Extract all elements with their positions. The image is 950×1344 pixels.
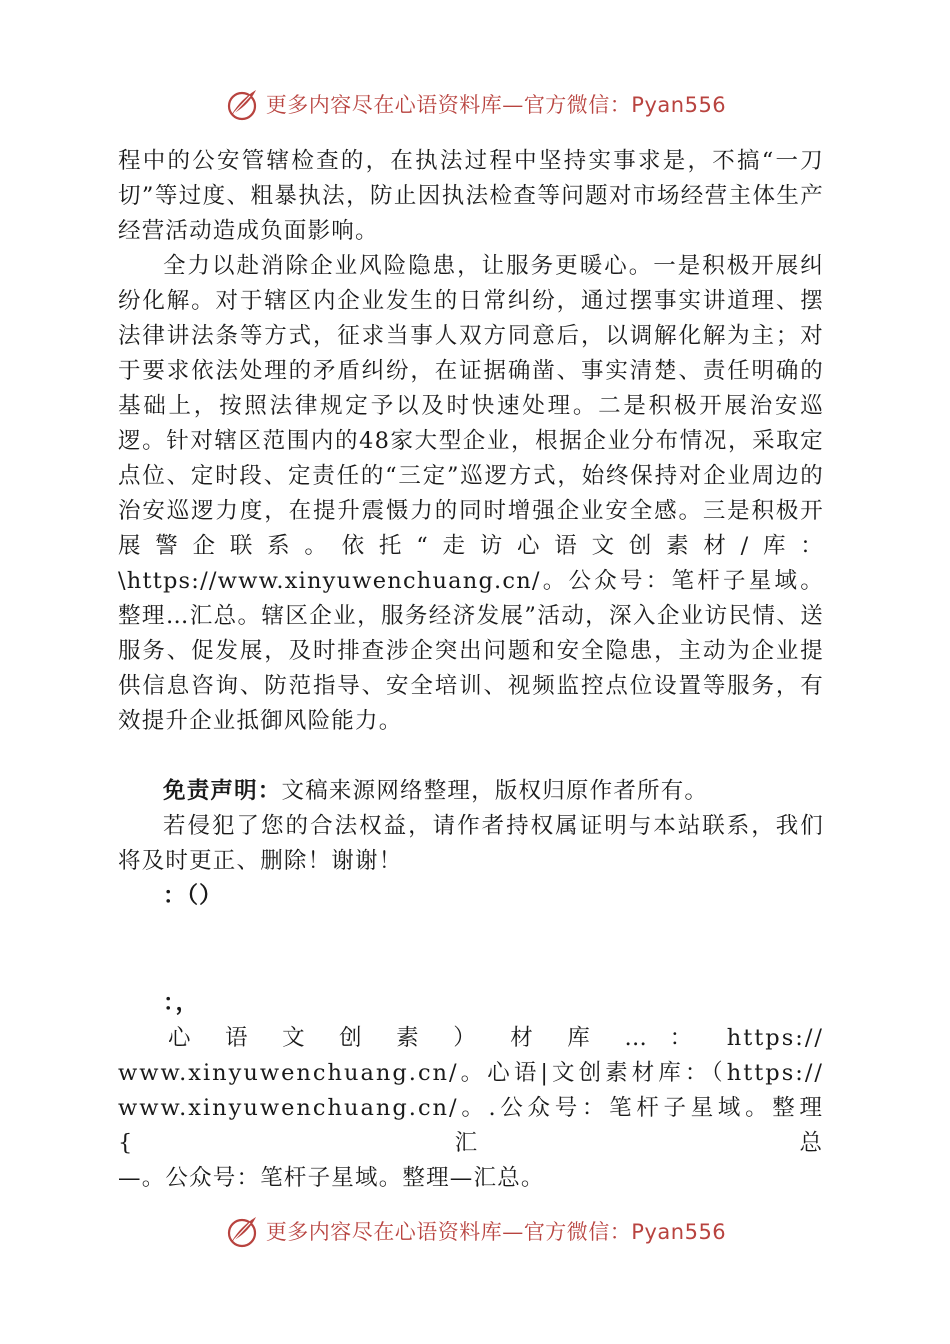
disclaimer-line-3: ：（） (163, 883, 223, 909)
disclaimer-label: 免责声明： (163, 778, 282, 804)
footer-banner-main: 更多内容尽在心语资料库— (265, 1220, 524, 1244)
disclaimer-line-1 (118, 774, 824, 809)
tail-marker: ：， (163, 990, 200, 1016)
paragraph-2: 全力以赴消除企业风险隐患，让服务更暖心。一是积极开展纠纷化解。对于辖区内企业发生的日常纠纷，通过摆事实讲道理、摆法律讲法条等方式，征求当事人双方同意后，以调解化解为主；对于要求依法处理的矛盾纠纷，在证据确凿、事实清楚、责任明确的基础上，按照法律规定予以及时快速处理。二是积极开展治安巡逻。针对辖区范围内的48家大型企业，根据企业分布情况，采取定点位、定时段、定责任的“三定”巡逻方式，始终保持对企业周边的治安巡逻力度，在提升震慑力的同时增强企业安全感。三是积极开展警企联系。依托“走访心语文创素材/库：\https://www.xinyuwenchuang.cn/。公众号：笔杆子星域。整理…汇总。辖区企业，服务经济发展”活动，深入企业访民情、送服务、促发展，及时排查涉企突出问题和安全隐患，主动为企业提供信息咨询、防范指导、安全培训、视频监控点位设置等服务，有效提升企业抵御风险能力。 (118, 253, 824, 734)
tail-line-3: www.xinyuwenchuang.cn/。.公众号：笔杆子星域。整理{汇总 (118, 1095, 824, 1156)
paragraph-1: 程中的公安管辖检查的，在执法过程中坚持实事求是，不搞“一刀切”等过度、粗暴执法，防止因执法检查等问题对市场经营主体生产经营活动造成负面影响。 (118, 148, 824, 244)
header-banner-main: 更多内容尽在心语资料库— (265, 93, 524, 117)
tail-line-1: 心 语 文 创 素 ） 材 库 … ： https:// (168, 1025, 824, 1051)
page-header-banner (0, 84, 950, 124)
blank-gap (118, 914, 824, 950)
tail-line-2: www.xinyuwenchuang.cn/。心语|文创素材库：（https:// (118, 1060, 824, 1086)
disclaimer-text-1: 文稿来源网络整理，版权归原作者所有。 (281, 778, 709, 804)
blank-gap-2 (118, 950, 824, 986)
document-body (118, 144, 824, 1196)
footer-banner-tail: 官方微信：Pyan556 (523, 1220, 727, 1244)
quill-leaf-icon (224, 86, 260, 122)
header-banner-tail: 官方微信：Pyan556 (523, 93, 727, 117)
quill-leaf-icon (224, 1213, 260, 1249)
tail-line-4: —。公众号：笔杆子星域。整理—汇总。 (118, 1165, 545, 1191)
page-footer-banner (0, 1211, 950, 1251)
footer-banner-text (266, 1216, 726, 1246)
header-banner-text (266, 89, 726, 119)
disclaimer-line-2: 若侵犯了您的合法权益，请作者持权属证明与本站联系，我们将及时更正、删除！谢谢！ (118, 813, 824, 874)
